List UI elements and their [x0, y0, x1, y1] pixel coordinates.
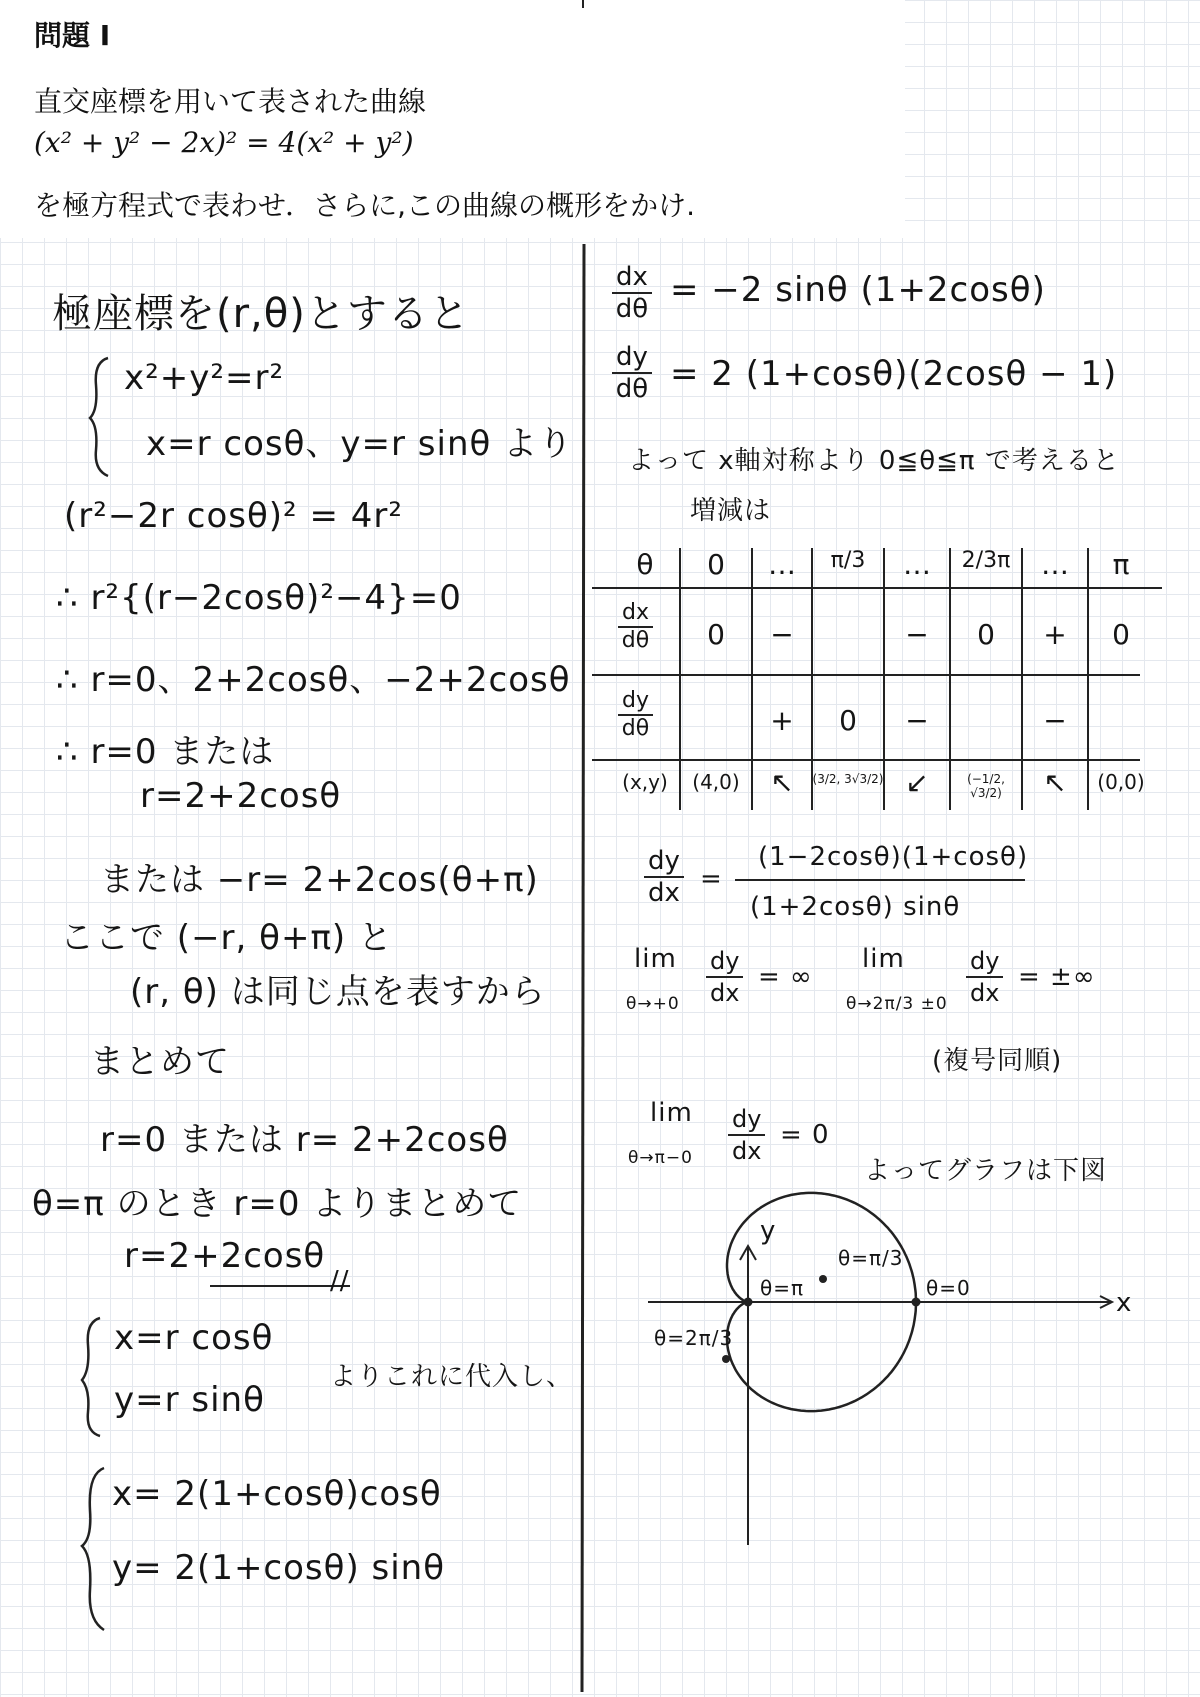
lim3-frac: $\frac{dy}{dx}$	[728, 1104, 765, 1166]
left-line-17: y=r sinθ	[114, 1380, 265, 1420]
brace-2	[82, 1318, 100, 1436]
point-pi3	[819, 1275, 827, 1283]
dxdth-1: −	[770, 618, 794, 651]
th-dots-3: …	[1041, 548, 1069, 581]
point-0	[912, 1298, 921, 1307]
left-line-4: (r²−2r cosθ)² = 4r²	[64, 496, 404, 536]
dydth-1: +	[770, 704, 794, 737]
th-dots-2: …	[903, 548, 931, 581]
th-theta: θ	[636, 548, 654, 581]
left-line-8: r=2+2cosθ	[140, 776, 342, 816]
problem-title: 問題 I	[34, 19, 111, 52]
th-2pi3: 2/3π	[961, 548, 1011, 573]
lim2-sub: θ→2π/3 ±0	[846, 994, 948, 1014]
xy-3: ↙	[905, 766, 929, 799]
lim3-rhs: = 0	[780, 1120, 830, 1150]
label-theta-0: θ=0	[926, 1276, 971, 1300]
xy-6: (0,0)	[1097, 770, 1145, 794]
lim1: lim	[634, 944, 677, 974]
problem-statement-1: 直交座標を用いて表された曲線	[34, 85, 427, 118]
left-line-5: ∴ r²{(r−2cosθ)²−4}=0	[56, 578, 462, 618]
dydx-numerator: (1−2cosθ)(1+cosθ)	[758, 842, 1029, 872]
left-line-19: x= 2(1+cosθ)cosθ	[112, 1474, 442, 1514]
th-dots-1: …	[768, 548, 796, 581]
dx-dtheta-expr: = −2 sinθ (1+2cosθ)	[670, 270, 1046, 310]
point-pi	[744, 1298, 753, 1307]
xy-5: ↖	[1043, 766, 1067, 799]
lim2: lim	[862, 944, 905, 974]
left-line-15: r=2+2cosθ	[124, 1236, 326, 1276]
problem-statement-2: を極方程式で表わせ．さらに,この曲線の概形をかけ.	[34, 189, 695, 222]
xy-0: (4,0)	[692, 770, 740, 794]
left-line-16: x=r cosθ	[114, 1318, 274, 1358]
th-pi: π	[1112, 548, 1130, 581]
dydx-label: $\frac{dy}{dx}$	[644, 846, 684, 908]
dx-dtheta-label: $\frac{dx}{d\theta}$	[612, 262, 652, 324]
row-dydtheta-label: $\frac{dy}{d\theta}$	[618, 688, 653, 742]
lim1-rhs: = ∞	[758, 962, 813, 992]
graph-note: よってグラフは下図	[864, 1156, 1108, 1186]
lim3: lim	[650, 1098, 693, 1128]
dxdth-3: −	[905, 618, 929, 651]
left-line-2: x²+y²=r²	[124, 358, 285, 398]
dydth-2: 0	[839, 704, 857, 737]
left-line-14: θ=π のとき r=0 よりまとめて	[32, 1184, 523, 1224]
left-line-1: 極座標を(r,θ)とすると	[52, 291, 470, 337]
xy-1: ↖	[770, 766, 794, 799]
increase-decrease-note: 増減は	[690, 496, 772, 526]
dydx-denominator: (1+2cosθ) sinθ	[750, 892, 961, 922]
label-theta-pi3: θ=π/3	[838, 1246, 904, 1270]
xy-2: (3/2, 3√3/2)	[812, 772, 884, 786]
problem-equation: (x² + y² − 2x)² = 4(x² + y²)	[34, 126, 414, 159]
dydth-5: −	[1043, 704, 1067, 737]
symmetry-note: よって x軸対称より 0≦θ≦π で考えると	[628, 446, 1120, 476]
graph-y-label: y	[760, 1216, 777, 1246]
left-line-10: ここで (−r, θ+π) と	[60, 918, 393, 958]
left-line-6: ∴ r=0、2+2cosθ、−2+2cosθ	[56, 660, 571, 700]
lim3-sub: θ→π−0	[628, 1148, 693, 1168]
dydth-3: −	[905, 704, 929, 737]
row-xy-label: (x,y)	[622, 770, 668, 794]
dy-dtheta-expr: = 2 (1+cosθ)(2cosθ − 1)	[670, 354, 1118, 394]
lim1-sub: θ→+0	[626, 994, 680, 1014]
graph-x-label: x	[1116, 1288, 1133, 1318]
left-line-18: よりこれに代入し、	[330, 1362, 574, 1392]
th-0: 0	[707, 548, 725, 581]
brace-1	[90, 358, 108, 476]
lim2-rhs: = ±∞	[1018, 962, 1096, 992]
dxdth-0: 0	[707, 618, 725, 651]
left-line-7: ∴ r=0 または	[56, 732, 275, 772]
lim2-frac: $\frac{dy}{dx}$	[966, 946, 1003, 1008]
left-line-13: r=0 または r= 2+2cosθ	[100, 1120, 509, 1160]
th-pi3: π/3	[830, 548, 866, 573]
label-theta-2pi3: θ=2π/3	[654, 1326, 734, 1350]
xy-4: (−1/2, √3/2)	[967, 772, 1005, 800]
dxdth-4: 0	[977, 618, 995, 651]
dxdth-5: +	[1043, 618, 1067, 651]
left-line-9: または −r= 2+2cos(θ+π)	[100, 860, 539, 900]
row-dxdtheta-label: $\frac{dx}{d\theta}$	[618, 600, 653, 654]
left-line-12: まとめて	[90, 1042, 230, 1082]
left-line-3: x=r cosθ、y=r sinθ より	[146, 424, 574, 464]
point-2pi3	[722, 1355, 730, 1363]
left-line-11: (r, θ) は同じ点を表すから	[130, 972, 546, 1012]
brace-3	[82, 1468, 104, 1630]
sign-note: (複号同順)	[932, 1046, 1063, 1076]
equals-sign: =	[700, 864, 723, 894]
lim1-frac: $\frac{dy}{dx}$	[706, 946, 743, 1008]
end-mark: //	[330, 1266, 350, 1296]
label-theta-pi: θ=π	[760, 1276, 805, 1300]
left-line-20: y= 2(1+cosθ) sinθ	[112, 1548, 446, 1588]
dxdth-6: 0	[1112, 618, 1130, 651]
dy-dtheta-label: $\frac{dy}{d\theta}$	[612, 342, 652, 404]
column-divider	[582, 244, 584, 1692]
